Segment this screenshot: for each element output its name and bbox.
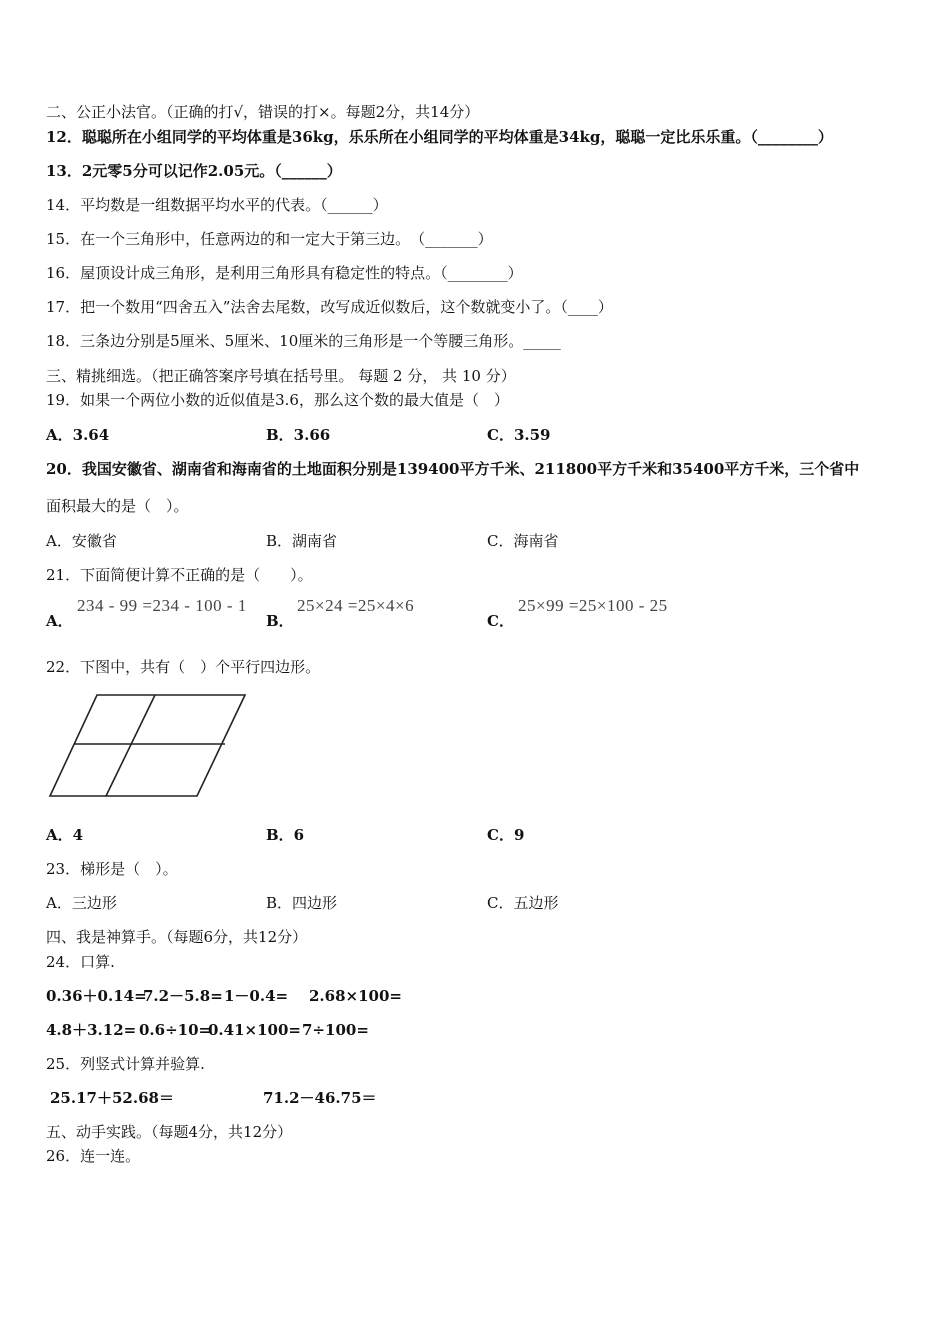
- question-18: 18．三条边分别是5厘米、5厘米、10厘米的三角形是一个等腰三角形。_____: [46, 332, 561, 350]
- vertical-calc-item: 71.2－46.75＝: [263, 1089, 377, 1107]
- q23-option-a: A．三边形: [46, 894, 117, 912]
- calc-item: 2.68×100=: [309, 987, 402, 1005]
- q21-option-c-formula: 25×99 =25×100 - 25: [518, 596, 668, 615]
- calc-item: 0.6÷10=: [139, 1021, 212, 1039]
- question-17: 17．把一个数用“四舍五入”法舍去尾数，改写成近似数后，这个数就变小了。（____）: [46, 298, 613, 316]
- question-12: 12．聪聪所在小组同学的平均体重是36kg，乐乐所在小组同学的平均体重是34kg，聪聪一定比乐乐重。（________）: [46, 128, 833, 146]
- q21-option-b-label: B．: [266, 612, 294, 630]
- question-20-line-2: 面积最大的是（ ）。: [46, 497, 189, 515]
- q21-option-b-formula: 25×24 =25×4×6: [297, 596, 415, 615]
- section-2-heading: 二、公正小法官。（正确的打√，错误的打×。每题2分，共14分）: [46, 103, 480, 121]
- q21-option-a-formula: 234 - 99 =234 - 100 - 1: [77, 596, 247, 615]
- q20-option-b: B．湖南省: [266, 532, 338, 550]
- question-15: 15．在一个三角形中，任意两边的和一定大于第三边。 （_______）: [46, 230, 493, 248]
- section-3-heading: 三、精挑细选。（把正确答案序号填在括号里。 每题 2 分， 共 10 分）: [46, 367, 516, 385]
- q19-option-a: A．3.64: [46, 426, 110, 444]
- q20-option-c: C．海南省: [487, 532, 559, 550]
- calc-item: 7÷100=: [302, 1021, 369, 1039]
- q21-option-c-label: C．: [487, 612, 514, 630]
- section-4-heading: 四、我是神算手。（每题6分，共12分）: [46, 928, 308, 946]
- q23-option-c: C．五边形: [487, 894, 559, 912]
- q21-option-a-label: A．: [46, 612, 73, 630]
- calc-item: 1－0.4=: [224, 987, 289, 1005]
- question-16: 16．屋顶设计成三角形，是利用三角形具有稳定性的特点。（________）: [46, 264, 523, 282]
- q23-option-b: B．四边形: [266, 894, 338, 912]
- question-24: 24．口算.: [46, 953, 115, 971]
- question-19: 19．如果一个两位小数的近似值是3.6，那么这个数的最大值是（ ）: [46, 391, 509, 409]
- q20-option-a: A．安徽省: [46, 532, 117, 550]
- calc-item: 0.36＋0.14=: [46, 987, 147, 1005]
- calc-item: 7.2－5.8=: [143, 987, 223, 1005]
- question-20-line-1: 20．我国安徽省、湖南省和海南省的土地面积分别是139400平方千米、211800平方千米和35400平方千米，三个省中: [46, 460, 860, 478]
- q22-option-c: C．9: [487, 826, 525, 844]
- question-13: 13．2元零5分可以记作2.05元。（______）: [46, 162, 342, 180]
- q22-option-b: B．6: [266, 826, 305, 844]
- vertical-calc-item: 25.17＋52.68＝: [50, 1089, 174, 1107]
- calc-item: 0.41×100=: [208, 1021, 301, 1039]
- question-26: 26．连一连。: [46, 1147, 141, 1165]
- slanted-divider: [106, 695, 155, 796]
- q19-option-c: C．3.59: [487, 426, 551, 444]
- calc-item: 4.8＋3.12=: [46, 1021, 137, 1039]
- question-25: 25．列竖式计算并验算.: [46, 1055, 205, 1073]
- section-5-heading: 五、动手实践。（每题4分，共12分）: [46, 1123, 293, 1141]
- parallelogram-figure: [45, 690, 255, 805]
- q22-option-a: A．4: [46, 826, 84, 844]
- question-23: 23．梯形是（ ）。: [46, 860, 178, 878]
- question-22: 22．下图中，共有（ ）个平行四边形。: [46, 658, 321, 676]
- question-21: 21．下面简便计算不正确的是（ ）。: [46, 566, 313, 584]
- question-14: 14．平均数是一组数据平均水平的代表。（______）: [46, 196, 388, 214]
- q19-option-b: B．3.66: [266, 426, 331, 444]
